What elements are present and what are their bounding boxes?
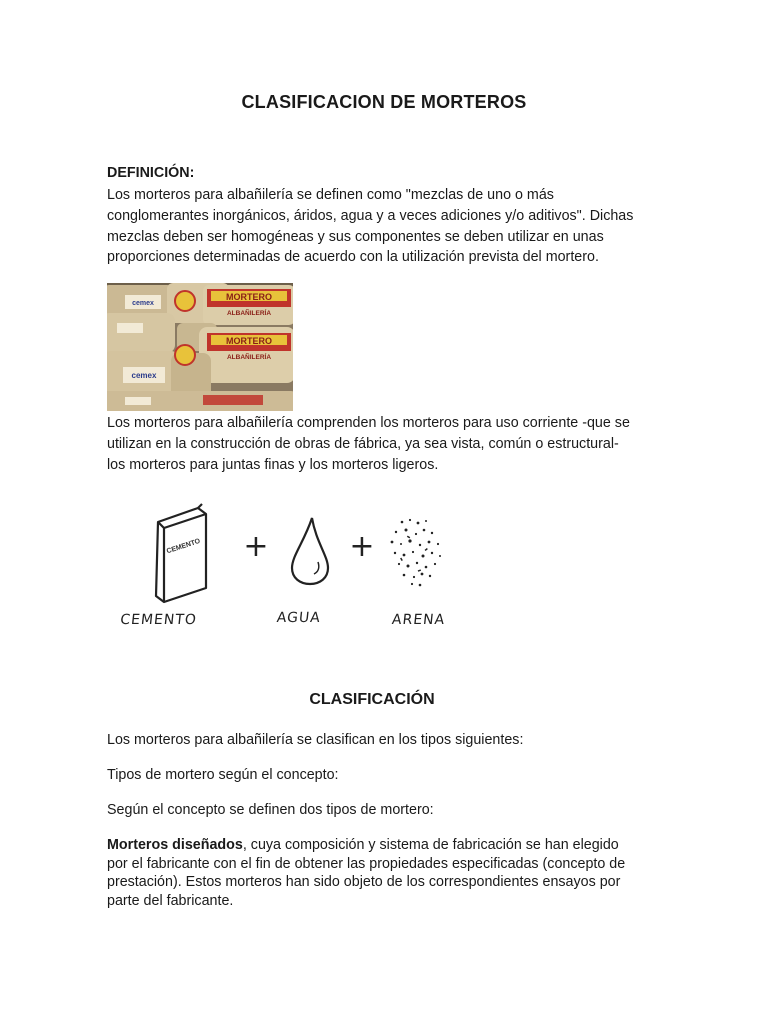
bag-subtitle-text: ALBAÑILERÍA <box>226 310 272 317</box>
document-title: CLASIFICACION DE MORTEROS <box>241 92 527 112</box>
classification-heading: CLASIFICACIÓN <box>309 691 435 708</box>
definition-line: proporciones determinadas de acuerdo con la utilización prevista del mortero. <box>107 249 599 266</box>
uses-line: Los morteros para albañilería comprenden los morteros para uso corriente -que se <box>107 415 630 431</box>
definition-line: conglomerantes inorgánicos, áridos, agua y a veces adiciones y/o aditivos". Dichas <box>107 207 634 224</box>
diagram-label-cemento: CEMENTO <box>120 612 198 628</box>
definition-line: Los morteros para albañilería se definen como "mezclas de uno o más <box>107 187 554 203</box>
uses-paragraph <box>107 413 667 475</box>
definition-paragraph <box>107 185 667 268</box>
mortar-bags-photo <box>107 283 293 411</box>
designed-term: Morteros diseñados <box>107 837 243 853</box>
plus-icon: + <box>349 529 375 564</box>
designed-line: parte del fabricante. <box>107 892 234 909</box>
types-line: Tipos de mortero según el concepto: <box>107 767 339 783</box>
designed-line: por el fabricante con el fin de obtener las propiedades especificadas (concepto de <box>107 855 626 872</box>
bag-brand-text: cemex <box>132 300 154 307</box>
uses-line: utilizan en la construcción de obras de fábrica, ya sea vista, común o estructural- <box>107 435 619 452</box>
plus-icon: + <box>243 529 269 564</box>
classification-intro: Los morteros para albañilería se clasifican en los tipos siguientes: <box>107 732 524 748</box>
definition-label: DEFINICIÓN: <box>107 165 195 181</box>
bag-mark-text: CEMENTO <box>165 537 202 556</box>
bag-title-text: MORTERO <box>226 336 272 346</box>
diagram-label-agua: AGUA <box>275 610 322 626</box>
water-drop-icon <box>292 518 328 584</box>
designed-first-text: , cuya composición y sistema de fabricación se han elegido <box>242 837 619 853</box>
definition-line: mezclas deben ser homogéneas y sus componentes se deben utilizar en unas <box>107 228 604 245</box>
cement-bag-icon <box>156 504 206 602</box>
mortar-components-diagram <box>120 492 480 640</box>
bag-title-text: MORTERO <box>226 292 272 302</box>
bag-subtitle-text: ALBAÑILERÍA <box>226 354 272 361</box>
diagram-label-arena: ARENA <box>391 612 446 628</box>
concept-line: Según el concepto se definen dos tipos de mortero: <box>107 802 434 818</box>
sand-icon <box>391 519 441 586</box>
uses-line: los morteros para juntas finas y los morteros ligeros. <box>107 456 439 473</box>
designed-first-line <box>107 836 667 855</box>
designed-mortars-paragraph <box>107 836 667 910</box>
designed-line: prestación). Estos morteros han sido objeto de los correspondientes ensayos por <box>107 874 621 890</box>
bag-brand-text: cemex <box>131 371 157 380</box>
